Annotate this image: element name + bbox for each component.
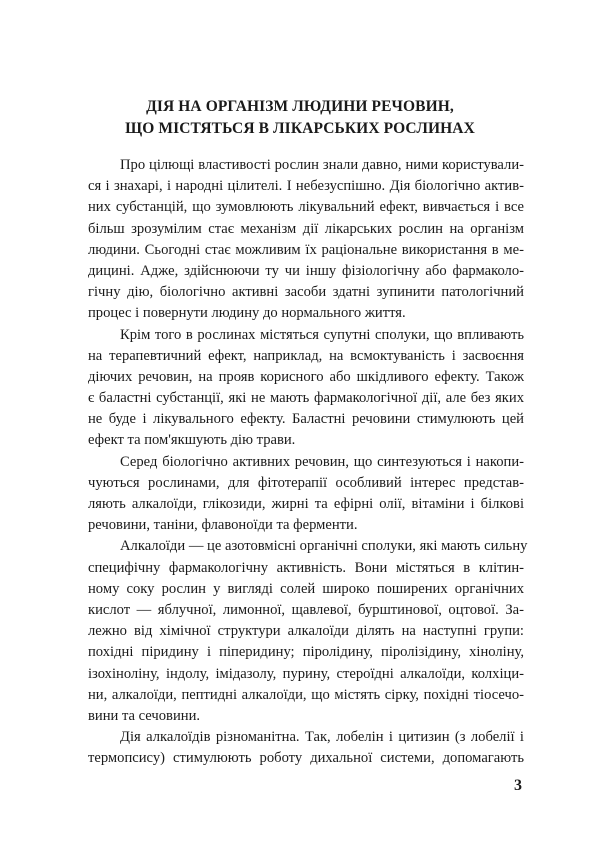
text-line: ному соку рослин у вигляді солей широко поширених органічних (88, 580, 524, 597)
text-line: вини та сечовини. (88, 707, 201, 724)
text-line: специфічну фармакологічну активність. Вони містяться в клітин- (88, 559, 524, 576)
text-line: Дія алкалоїдів різноманітна. Так, лобелін і цитизин (з лобелії і (120, 729, 524, 746)
text-line: похідні піридину і піперидину; піролідину, піролізідину, хіноліну, (88, 644, 524, 661)
paragraph (88, 325, 524, 452)
text-line: кислот — яблучної, лимонної, щавлевої, бурштинової, оцтової. За- (88, 601, 524, 618)
body-text (88, 155, 528, 769)
page-number: 3 (514, 777, 522, 794)
paragraph (88, 452, 524, 537)
text-line: більш зрозумілим стає механізм дії лікарських рослин на організм (88, 220, 524, 237)
text-line: Крім того в рослинах містяться супутні сполуки, що впливають (120, 326, 524, 343)
text-line: ізохіноліну, індолу, імідазолу, пурину, стероїдні алкалоїди, колхіци- (88, 665, 524, 682)
paragraph (88, 727, 524, 769)
text-line: лежно від хімічної структури алкалоїди ділять на наступні групи: (88, 623, 524, 640)
paragraph (88, 536, 528, 727)
text-line: дицині. Адже, здійснюючи ту чи іншу фізіологічну або фармаколо- (88, 262, 524, 279)
text-line: Про цілющі властивості рослин знали давно, ними користували- (120, 157, 524, 173)
text-line: чуються рослинами, для фітотерапії особливий інтерес представ- (88, 474, 524, 491)
text-line: ляють алкалоїди, глікозиди, жирні та ефірні олії, вітаміни і білкові (88, 496, 524, 512)
paragraph (88, 155, 524, 325)
text-line: ефект та пом'якшують дію трави. (88, 432, 296, 449)
text-line: людини. Сьогодні стає можливим їх раціональне використання в ме- (88, 241, 524, 258)
text-line: є баластні субстанції, які не мають фармакологічної дії, але без яких (88, 390, 524, 407)
text-line: термопсису) стимулюють роботу дихальної системи, допомагають (88, 750, 524, 767)
text-line: речовини, таніни, флавоноїди та ферменти. (88, 517, 358, 534)
text-line: них субстанцій, що зумовлюють лікувальний ефект, вивчається і все (88, 199, 524, 216)
page-title-line-2: ЩО МІСТЯТЬСЯ В ЛІКАРСЬКИХ РОСЛИНАХ (125, 120, 475, 137)
text-line: ся і знахарі, і народні цілителі. І небезуспішно. Дія біологічно актив- (88, 178, 524, 195)
text-line: гічну дію, біологічно активні засоби здатні зупинити патологічний (88, 284, 524, 301)
text-line: на терапевтичний ефект, наприклад, на всмоктуваність і засвоєння (88, 347, 524, 364)
text-line: не буде і лікувального ефекту. Баластні речовини стимулюють цей (88, 411, 524, 428)
text-line: Серед біологічно активних речовин, що синтезуються і накопи- (120, 453, 524, 470)
page-title-line-1: ДІЯ НА ОРГАНІЗМ ЛЮДИНИ РЕЧОВИН, (146, 98, 454, 115)
text-line: процес і повернути людину до нормального життя. (88, 305, 406, 322)
text-line: ни, алкалоїди, пептидні алкалоїди, що містять сірку, похідні тіосечо- (88, 686, 524, 703)
text-line: Алкалоїди — це азотовмісні органічні сполуки, які мають сильну (120, 538, 528, 555)
text-line: діючих речовин, на прояв корисного або шкідливого ефекту. Також (88, 368, 524, 385)
